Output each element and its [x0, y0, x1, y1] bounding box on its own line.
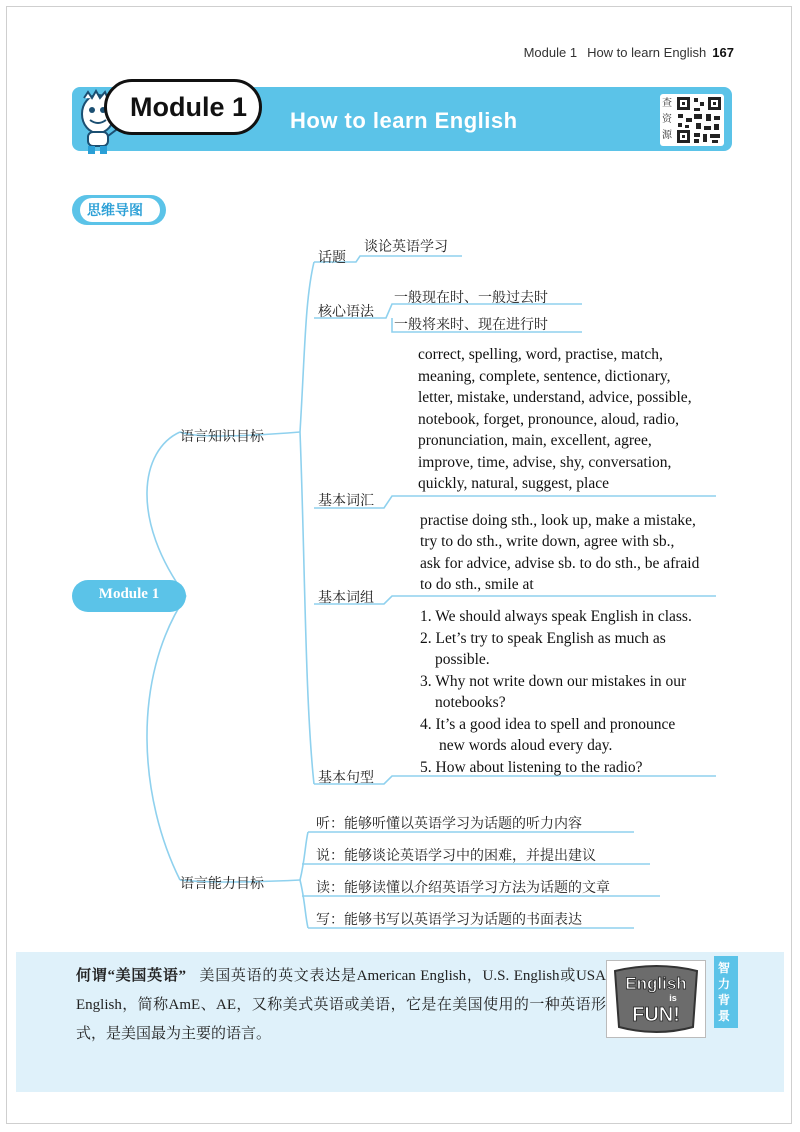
- sentence-line: 2. Let’s try to speak English as much as: [420, 630, 666, 647]
- mindmap-root-label: Module 1: [98, 586, 160, 602]
- vocab-line: meaning, complete, sentence, dictionary,: [418, 368, 671, 385]
- topic-value: 谈论英语学习: [364, 239, 448, 255]
- vocab-line: quickly, natural, suggest, place: [418, 475, 609, 492]
- logo-text-fun: FUN!: [632, 1004, 680, 1026]
- vocab-line: correct, spelling, word, practise, match,: [418, 346, 663, 363]
- logo-text-english: English: [625, 974, 687, 993]
- sentence-line: notebooks?: [435, 694, 506, 711]
- sentence-label: 基本句型: [318, 770, 374, 786]
- vocab-line: improve, time, advise, shy, conversation,: [418, 454, 672, 471]
- topic-label: 话题: [318, 250, 346, 266]
- ability-item-reading: 读：能够读懂以介绍英语学习方法为话题的文章: [316, 880, 610, 896]
- running-header-topic: How to learn English: [587, 45, 707, 60]
- sentence-line: 3. Why not write down our mistakes in our: [420, 673, 687, 690]
- ability-item-listening: 听：能够听懂以英语学习为话题的听力内容: [316, 816, 582, 832]
- banner-title: How to learn English: [290, 108, 518, 133]
- branch-ability: 语言能力目标: [180, 876, 264, 892]
- banner-module-label: Module 1: [130, 92, 248, 122]
- sentence-line: new words aloud every day.: [439, 737, 613, 754]
- grammar-item: 一般现在时、一般过去时: [394, 290, 548, 306]
- sentence-line: 1. We should always speak English in class.: [420, 608, 692, 625]
- sentence-line: possible.: [435, 651, 490, 668]
- page-number: 167: [712, 45, 734, 60]
- english-is-fun-logo: [606, 960, 706, 1038]
- qr-label: 查资源: [662, 98, 672, 141]
- ability-item-writing: 写：能够书写以英语学习为话题的书面表达: [316, 912, 582, 928]
- vocab-line: notebook, forget, pronounce, aloud, radio,: [418, 411, 679, 428]
- branch-knowledge: 语言知识目标: [180, 429, 264, 445]
- phrase-line: to do sth., smile at: [420, 576, 534, 593]
- phrase-line: try to do sth., write down, agree with sb.,: [420, 533, 675, 550]
- vocab-line: letter, mistake, understand, advice, possible,: [418, 389, 692, 406]
- ability-item-speaking: 说：能够谈论英语学习中的困难，并提出建议: [316, 848, 596, 864]
- info-lead: 何谓“美国英语”: [76, 968, 187, 984]
- sentence-line: 5. How about listening to the radio?: [420, 759, 643, 776]
- info-text: [76, 962, 606, 1049]
- section-tab-label: 思维导图: [87, 203, 143, 219]
- phrase-line: practise doing sth., look up, make a mistake,: [420, 512, 696, 529]
- grammar-item: 一般将来时、现在进行时: [394, 317, 548, 333]
- vocab-line: pronunciation, main, excellent, agree,: [418, 432, 652, 449]
- sentence-line: 4. It’s a good idea to spell and pronounce: [420, 716, 676, 733]
- phrase-label: 基本词组: [318, 590, 374, 606]
- info-body: 美国英语的英文表达是American English，U.S. English或USA English，简称AmE、AE，又称美式英语或美语，它是在美国使用的一种英语形式，是美国最为主要的语言。: [76, 968, 606, 1042]
- logo-text-is: is: [669, 993, 677, 1003]
- running-header-module: Module 1: [523, 45, 578, 60]
- grammar-label: 核心语法: [318, 304, 374, 320]
- vocab-label: 基本词汇: [318, 493, 374, 509]
- phrase-line: ask for advice, advise sb. to do sth., be afraid: [420, 555, 700, 572]
- side-tab-label: 智力背景: [718, 961, 731, 1023]
